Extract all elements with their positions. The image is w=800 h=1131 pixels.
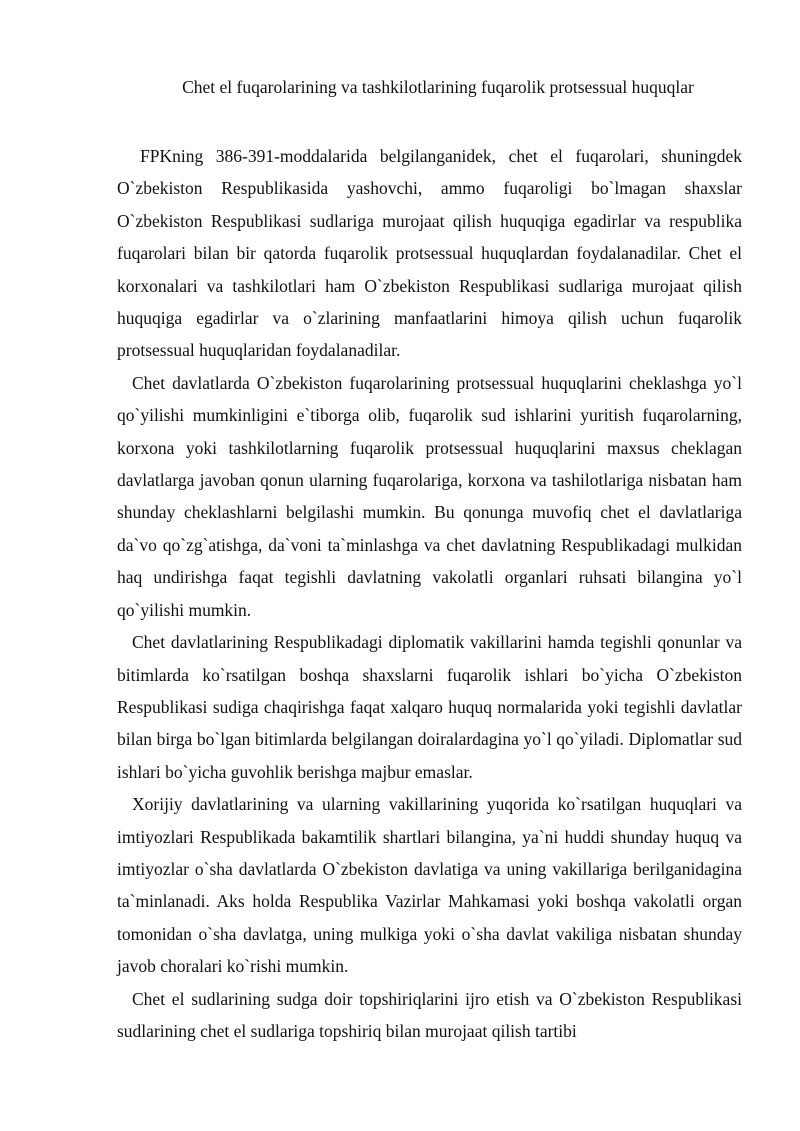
document-body (117, 140, 742, 1047)
document-title: Chet el fuqarolarining va tashkilotlarining fuqarolik protsessual huquqlar (182, 77, 694, 97)
paragraph-4: Xorijiy davlatlarining va ularning vakillarining yuqorida ko`rsatilgan huquqlari va imtiyozlari Respublikada bakamtilik shartlari bilangina, ya`ni huddi shunday huquq va imtiyozlar o`sha davlatlarda O`zbekiston davlatiga va uning vakillariga berilganidagina ta`minlanadi. Aks holda Respublika Vazirlar Mahkamasi yoki boshqa vakolatli organ tomonidan o`sha davlatga, uning mulkiga yoki o`sha davlat vakiliga nisbatan shunday javob choralari ko`rishi mumkin. (117, 794, 742, 977)
paragraph-3: Chet davlatlarining Respublikadagi diplomatik vakillarini hamda tegishli qonunlar va bitimlarda ko`rsatilgan boshqa shaxslarni fuqarolik ishlari bo`yicha O`zbekiston Respublikasi sudiga chaqirishga faqat xalqaro huquq normalarida yoki tegishli davlatlar bilan birga bo`lgan bitimlarda belgilangan doiralardagina yo`l qo`yiladi. Diplomatlar sud ishlari bo`yicha guvohlik berishga majbur emaslar. (117, 632, 742, 782)
paragraph-2: Chet davlatlarda O`zbekiston fuqarolarining protsessual huquqlarini cheklashga yo`l qo`yilishi mumkinligini e`tiborga olib, fuqarolik sud ishlarini yuritish fuqarolarning, korxona yoki tashkilotlarning fuqarolik protsessual huquqlarini maxsus cheklagan davlatlarga javoban qonun ularning fuqarolariga, korxona va tashilotlariga nisbatan ham shunday cheklashlarni belgilashi mumkin. Bu qonunga muvofiq chet el davlatlariga da`vo qo`zg`atishga, da`voni ta`minlashga va chet davlatning Respublikadagi mulkidan haq undirishga faqat tegishli davlatning vakolatli organlari ruhsati bilangina yo`l qo`yilishi mumkin. (117, 372, 742, 620)
paragraph-1: FPKning 386-391-moddalarida belgilanganidek, chet el fuqarolari, shuningdek O`zbekiston Respublikasida yashovchi, ammo fuqaroligi bo`lmagan shaxslar O`zbekiston Respublikasi sudlariga murojaat qilish huquqiga egadirlar va respublika fuqarolari bilan bir qatorda fuqarolik protsessual huquqlardan foydalanadilar. Chet el korxonalari va tashkilotlari ham O`zbekiston Respublikasi sudlariga murojaat qilish huquqiga egadirlar va o`zlarining manfaatlarini himoya qilish uchun fuqarolik protsessual huquqlaridan foydalanadilar. (117, 146, 742, 361)
paragraph-5: Chet el sudlarining sudga doir topshiriqlarini ijro etish va O`zbekiston Respublikasi sudlarining chet el sudlariga topshiriq bilan murojaat qilish tartibi (117, 988, 742, 1041)
